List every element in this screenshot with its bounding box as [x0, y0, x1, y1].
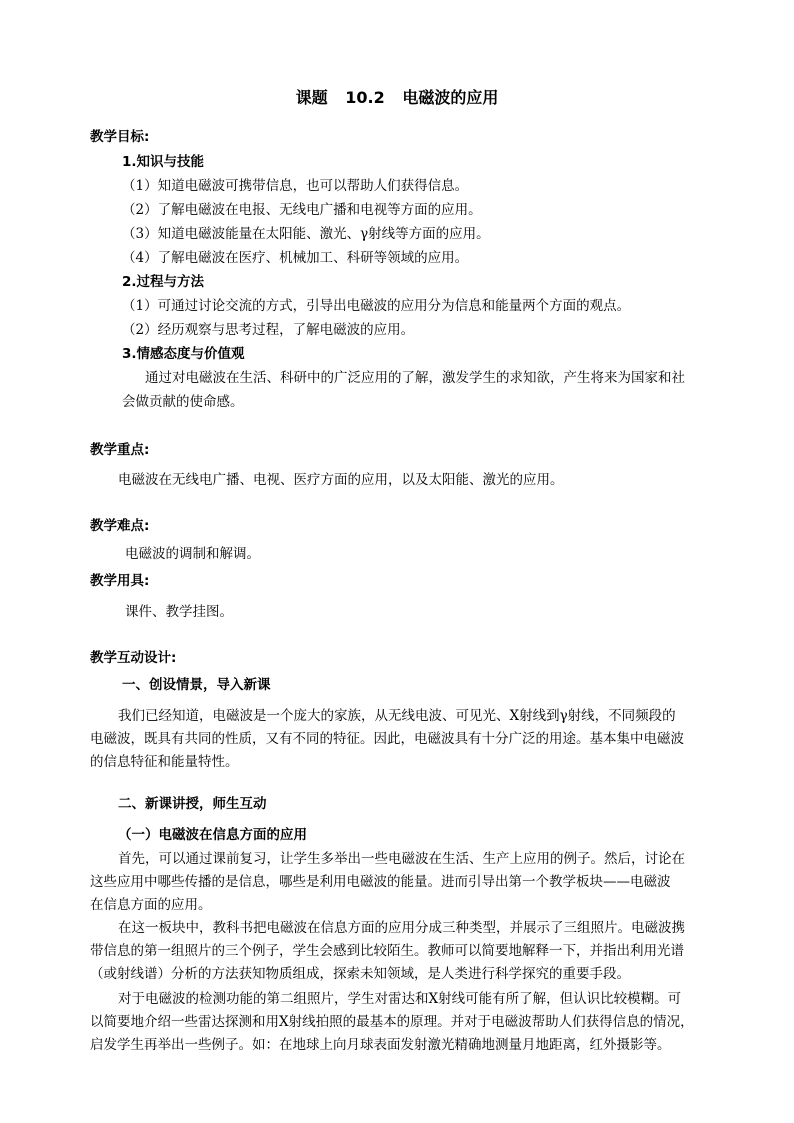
- title-number: 10.2: [345, 88, 385, 107]
- objective-item: （4）了解电磁波在医疗、机械加工、科研等领域的应用。: [122, 250, 469, 266]
- part2-subheading: （一）电磁波在信息方面的应用: [118, 827, 307, 843]
- title-name: 电磁波的应用: [402, 88, 499, 107]
- part2-heading: 二、新课讲授，师生互动: [118, 796, 267, 812]
- difficulties-heading: 教学难点:: [90, 518, 150, 534]
- objective-item: （2）经历观察与思考过程，了解电磁波的应用。: [122, 322, 415, 338]
- paragraph-line: 电磁波，既具有共同的性质，又有不同的特征。因此，电磁波具有十分广泛的用途。基本集中电磁波: [90, 731, 684, 747]
- paragraph-line: 我们已经知道，电磁波是一个庞大的家族，从无线电波、可见光、X射线到γ射线，不同频段的: [118, 708, 676, 724]
- paragraph-line: 以简要地介绍一些雷达探测和用X射线拍照的最基本的原理。并对于电磁波帮助人们获得信息的情况，: [90, 1014, 694, 1030]
- objective-section-2-heading: 2.过程与方法: [122, 274, 205, 290]
- paragraph-line: 会做贡献的使命感。: [122, 394, 244, 410]
- design-heading: 教学互动设计:: [90, 650, 177, 666]
- objective-section-3-heading: 3.情感态度与价值观: [122, 346, 245, 362]
- objective-section-1-heading: 1.知识与技能: [122, 154, 205, 170]
- objective-item: （3）知道电磁波能量在太阳能、激光、γ射线等方面的应用。: [122, 226, 490, 242]
- difficulties-text: 电磁波的调制和解调。: [125, 546, 260, 562]
- paragraph-line: 在这一板块中，教科书把电磁波在信息方面的应用分成三种类型，并展示了三组照片。电磁波携: [118, 920, 685, 936]
- paragraph-line: 首先，可以通过课前复习，让学生多举出一些电磁波在生活、生产上应用的例子。然后，讨论在: [118, 851, 685, 867]
- paragraph-line: 这些应用中哪些传播的是信息，哪些是利用电磁波的能量。进而引导出第一个教学板块——电磁波: [90, 874, 671, 890]
- paragraph-line: （或射线谱）分析的方法获知物质组成，探索未知领域，是人类进行科学探究的重要手段。: [90, 966, 630, 982]
- paragraph-line: 的信息特征和能量特性。: [90, 754, 239, 770]
- paragraph-line: 启发学生再举出一些例子。如：在地球上向月球表面发射激光精确地测量月地距离，红外摄影等。: [90, 1037, 671, 1053]
- objective-item: （1）知道电磁波可携带信息，也可以帮助人们获得信息。: [122, 178, 469, 194]
- paragraph-line: 通过对电磁波在生活、科研中的广泛应用的了解，激发学生的求知欲，产生将来为国家和社: [145, 370, 685, 386]
- paragraph-line: 在信息方面的应用。: [90, 897, 212, 913]
- tools-heading: 教学用具:: [90, 573, 150, 589]
- tools-text: 课件、教学挂图。: [125, 604, 233, 620]
- objective-item: （2）了解电磁波在电报、无线电广播和电视等方面的应用。: [122, 202, 482, 218]
- objective-item: （1）可通过讨论交流的方式，引导出电磁波的应用分为信息和能量两个方面的观点。: [122, 298, 631, 314]
- objectives-heading: 教学目标:: [90, 129, 150, 145]
- part1-heading: 一、创设情景，导入新课: [122, 677, 271, 693]
- title-prefix: 课题: [295, 88, 328, 107]
- key-points-heading: 教学重点:: [90, 442, 150, 458]
- key-points-text: 电磁波在无线电广播、电视、医疗方面的应用，以及太阳能、激光的应用。: [118, 472, 564, 488]
- paragraph-line: 带信息的第一组照片的三个例子，学生会感到比较陌生。教师可以简要地解释一下，并指出利用光谱: [90, 943, 684, 959]
- page-title: [0, 88, 794, 108]
- paragraph-line: 对于电磁波的检测功能的第二组照片，学生对雷达和X射线可能有所了解，但认识比较模糊。可: [118, 991, 682, 1007]
